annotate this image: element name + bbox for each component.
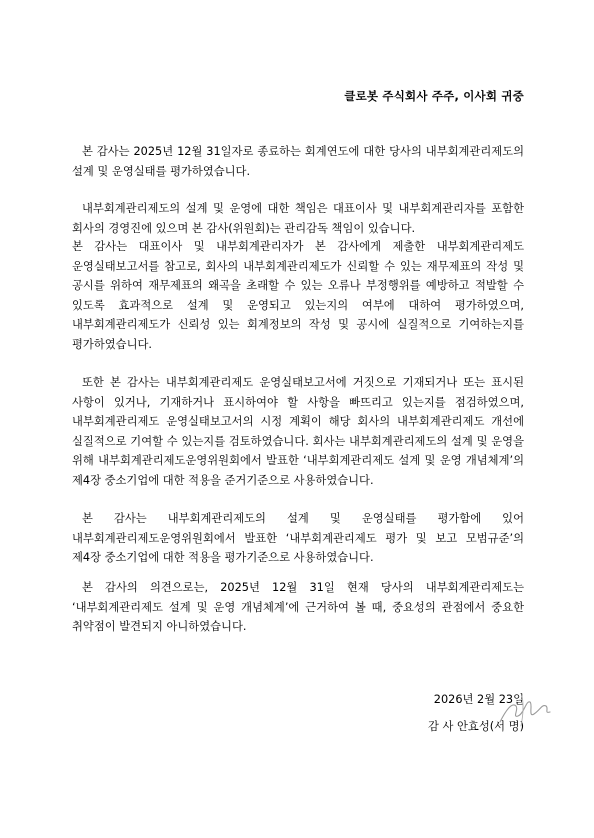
paragraph-criteria: 본 감사는 내부회계관리제도의 설계 및 운영실태를 평가함에 있어 내부회계관리제도운영위원회에서 발표한 ‘내부회계관리제도 평가 및 보고 모범규준’의 제4장 중소기업에 대한 적용을 평가기준으로 사용하였습니다. — [72, 512, 524, 564]
paragraph-review: 또한 본 감사는 내부회계관리제도 운영실태보고서에 거짓으로 기재되거나 또는 표시된 사항이 있거나, 기재하거나 표시하여야 할 사항을 빠뜨리고 있는지를 점검하였으며, 내부회계관리제도 운영실태보고서의 시정 계획이 해당 회사의 내부회계관리제도 개선에 실질적으로 기여할 수 있는지를 검토하였습니다. 회사는 내부회계관리제도의 설계 및 운영을 위해 내부회계관리제도운영위원회에서 발표한 ‘내부회계관리제도 설계 및 운영 개념체계’의 제4장 중소기업에 대한 적용을 준거기준으로 사용하였습니다. — [72, 376, 524, 487]
paragraph-scope: 본 감사는 2025년 12월 31일자로 종료하는 회계연도에 대한 당사의 내부회계관리제도의 설계 및 운영실태를 평가하였습니다. — [72, 145, 524, 178]
paragraph-responsibility: 내부회계관리제도의 설계 및 운영에 대한 책임은 대표이사 및 내부회계관리자를 포함한 회사의 경영진에 있으며 본 감사(위원회)는 관리감독 책임이 있습니다. — [72, 202, 524, 235]
paragraph-evaluation: 본 감사는 대표이사 및 내부회계관리자가 본 감사에게 제출한 내부회계관리제도 운영실태보고서를 참고로, 회사의 내부회계관리제도가 신뢰할 수 있는 재무제표의 작성 및 공시를 위하여 재무제표의 왜곡을 초래할 수 있는 오류나 부정행위를 예방하고 적발할 수 있도록 효과적으로 설계 및 운영되고 있는지의 여부에 대하여 평가하였으며, 내부회계관리제도가 신뢰성 있는 회계정보의 작성 및 공시에 실질적으로 기여하는지를 평가하였습니다. — [72, 240, 524, 351]
handwritten-signature — [496, 692, 556, 732]
report-date: 2026년 2월 23일 — [433, 693, 524, 706]
signer-line: 감 사 안효성(서 명) — [428, 720, 524, 733]
paragraph-opinion: 본 감사의 의견으로는, 2025년 12월 31일 현재 당사의 내부회계관리제도는 ‘내부회계관리제도 설계 및 운영 개념체계’에 근거하여 볼 때, 중요성의 관점에서 중요한 취약점이 발견되지 아니하였습니다. — [72, 581, 524, 633]
addressee: 클로봇 주식회사 주주, 이사회 귀중 — [344, 89, 524, 103]
